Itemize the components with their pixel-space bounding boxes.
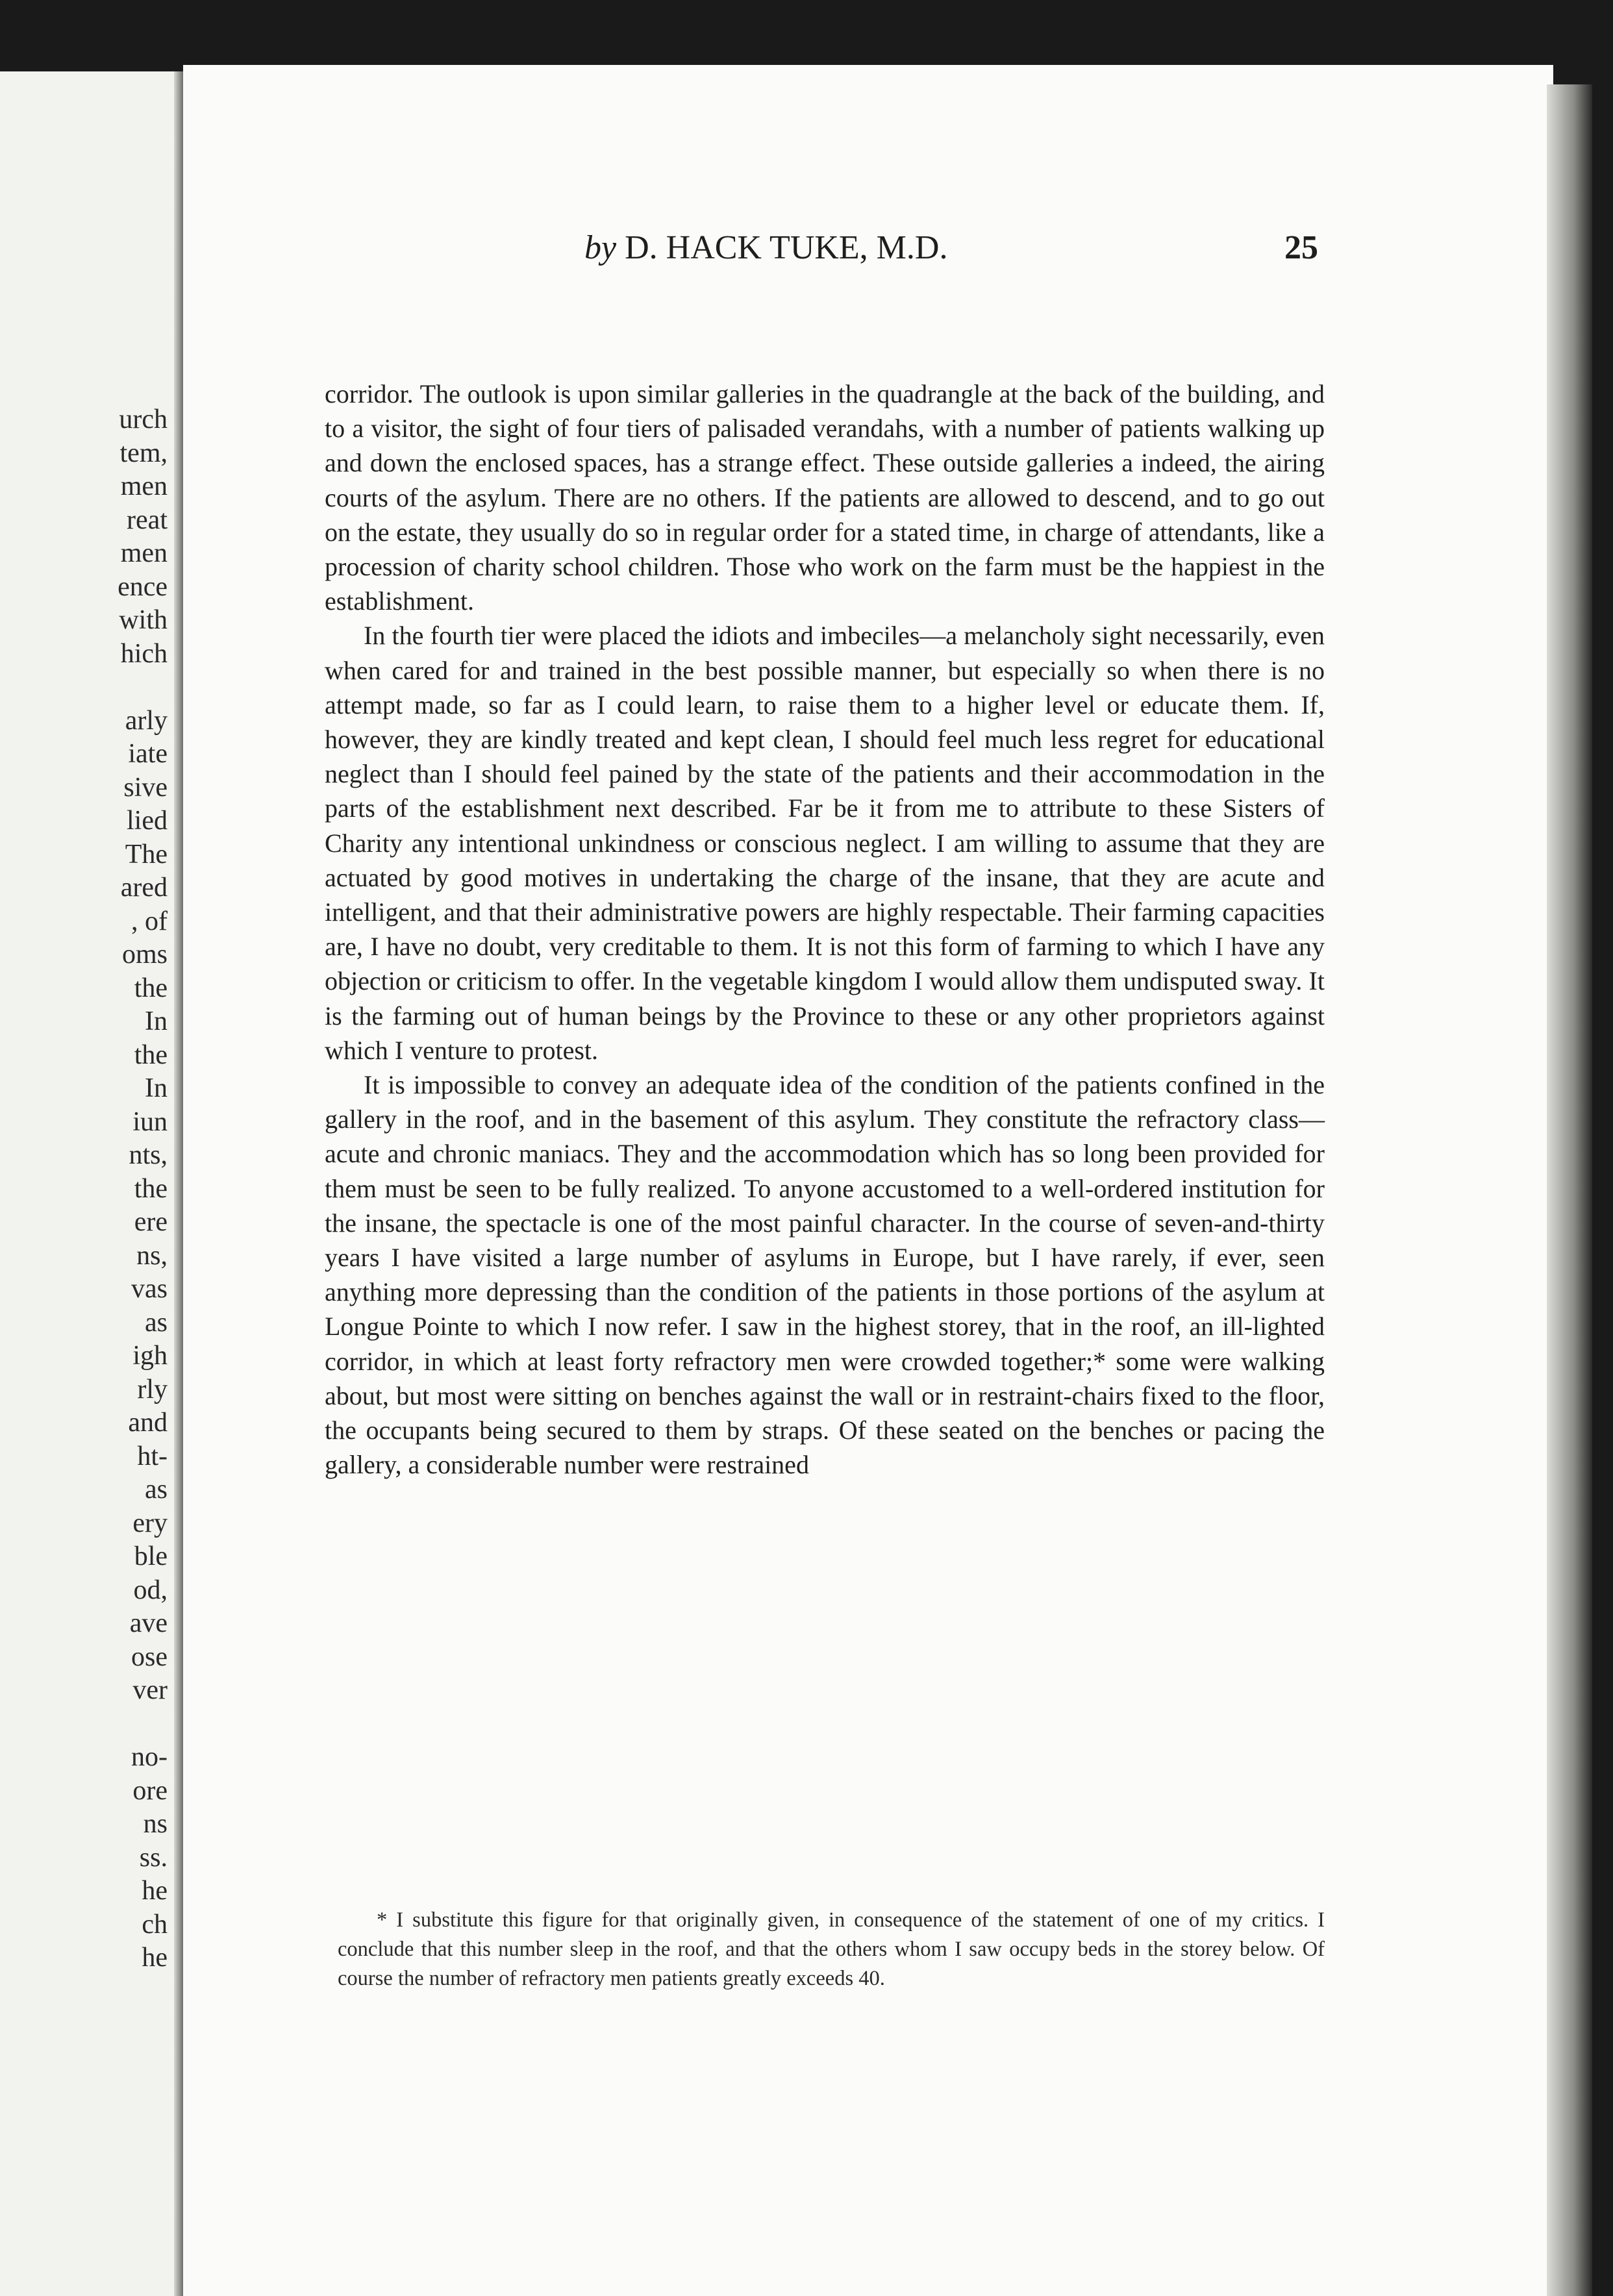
page-header — [584, 229, 1318, 281]
left-page-fragment: The — [125, 839, 168, 869]
left-page-fragment: arly — [125, 705, 168, 736]
left-page-fragment: men — [120, 538, 168, 568]
left-page-fragment: as — [145, 1475, 168, 1504]
left-page-fragment: In — [145, 1073, 168, 1103]
left-page-fragment: iun — [132, 1106, 168, 1137]
left-page-fragment: od, — [133, 1575, 168, 1605]
left-page-fragment: ose — [131, 1641, 168, 1672]
left-page-fragment: ave — [129, 1608, 168, 1638]
left-page-fragment: ore — [132, 1775, 168, 1806]
paragraph-3: It is impossible to convey an adequate idea of the condition of the patients confined in the gallery in the roof, and in the basement of this asylum. They constitute the refractory class—acute and chronic maniacs. They and the accommodation which has so long been provided for them must be seen to be fully realized. To anyone accustomed to a well-ordered institution for the insane, the spectacle is one of the most painful character. In the course of seven-and-thirty years I have visited a large number of asylums in Europe, but I have rarely, if ever, seen anything more depressing than the condition of the patients in those portions of the asylum at Longue Pointe to which I now refer. I saw in the highest storey, that in the roof, an ill-lighted corridor, in which at least forty refractory men were crowded together;* some were walking about, but most were sitting on benches against the wall or in restraint-chairs fixed to the floor, the occupants being secured to them by straps. Of these seated on the benches or pacing the gallery, a considerable number were restrained — [325, 1070, 1325, 1480]
left-page-fragment: ence — [118, 571, 168, 602]
left-page-fragment: he — [142, 1876, 168, 1906]
page-number: 25 — [1284, 229, 1318, 266]
footnote — [338, 1906, 1325, 1993]
left-page-fragment: nts, — [129, 1140, 168, 1170]
left-page-fragment: as — [145, 1307, 168, 1338]
left-page-fragment: iate — [128, 739, 168, 769]
left-page-fragment: ble — [134, 1541, 168, 1571]
left-page-fragment: ns — [143, 1809, 168, 1839]
body-text — [325, 377, 1325, 1482]
left-page-fragment: ere — [134, 1207, 168, 1237]
left-page-fragment: In — [145, 1006, 168, 1036]
left-page-fragment: , of — [131, 906, 168, 936]
left-page-fragment: the — [134, 973, 168, 1003]
left-page-fragment: urch — [119, 405, 168, 434]
left-page-fragment: sive — [123, 772, 168, 803]
page-edge-shadow — [1547, 84, 1592, 2296]
left-page-fragment: ht- — [137, 1441, 168, 1471]
left-page-fragment: ery — [132, 1508, 168, 1538]
running-head-prefix: by — [584, 229, 617, 266]
book-gutter — [174, 71, 183, 2296]
left-page-fragment: he — [142, 1943, 168, 1973]
left-page-fragment: with — [119, 605, 168, 635]
left-page-fragment: men — [120, 471, 168, 501]
left-page-fragment: igh — [132, 1341, 168, 1371]
left-page-fragment: ared — [120, 873, 168, 903]
paragraph-2: In the fourth tier were placed the idiots and imbeciles—a melancholy sight necessarily, even when cared for and trained in the best possible manner, but especially so when there is no attempt made, so far as I could learn, to raise them to a higher level or educate them. If, however, they are kindly treated and kept clean, I should feel much less regret for educational neglect than I should feel pained by the state of the patients and their accommodation in the parts of the establishment next described. Far be it from me to attribute to these Sisters of Charity any intentional unkindness or conscious neglect. I am willing to assume that they are actuated by good motives in undertaking the charge of the insane, that they are acute and intelligent, and that their administrative powers are highly respectable. Their farming capacities are, I have no doubt, very creditable to them. It is not this form of farming to which I have any objection or criticism to offer. In the vegetable kingdom I would allow them undisputed sway. It is the farming out of human beings by the Province to these or any other proprietors against which I venture to protest. — [325, 621, 1325, 1065]
left-page-fragment: ch — [142, 1909, 168, 1940]
left-page-edge — [0, 71, 183, 2296]
left-page-fragment: ns, — [136, 1240, 168, 1271]
running-head-author: D. HACK TUKE, M.D. — [625, 229, 948, 266]
footnote-text: * I substitute this figure for that originally given, in consequence of the statement of one of my critics. I conclude that this number sleep in the roof, and that the others whom I saw occupy beds in the storey below. Of course the number of refractory men patients greatly exceeds 40. — [338, 1908, 1325, 1990]
left-page-fragment: vas — [131, 1274, 168, 1304]
left-page-fragment: lied — [127, 806, 168, 836]
left-page-fragment: the — [134, 1040, 168, 1070]
left-page-fragment: ver — [132, 1675, 168, 1705]
left-page-fragment: rly — [137, 1374, 168, 1404]
left-page-fragment: ss. — [139, 1842, 168, 1873]
running-head — [584, 229, 947, 267]
left-page-fragment: hich — [120, 638, 168, 669]
left-page-fragment: and — [128, 1408, 168, 1438]
left-page-fragment: oms — [121, 940, 168, 969]
left-page-fragment: reat — [127, 505, 168, 535]
left-page-fragment: no- — [131, 1742, 168, 1772]
left-page-fragment: tem, — [119, 438, 168, 468]
left-page-fragment: the — [134, 1173, 168, 1204]
paragraph-1: corridor. The outlook is upon similar galleries in the quadrangle at the back of the building, and to a visitor, the sight of four tiers of palisaded verandahs, with a number of patients walking up and down the enclosed spaces, has a strange effect. These outside galleries a indeed, the airing courts of the asylum. There are no others. If the patients are allowed to descend, and to go out on the estate, they usually do so in regular order for a stated time, in charge of attendants, like a procession of charity school children. Those who work on the farm must be the happiest in the establishment. — [325, 379, 1325, 616]
